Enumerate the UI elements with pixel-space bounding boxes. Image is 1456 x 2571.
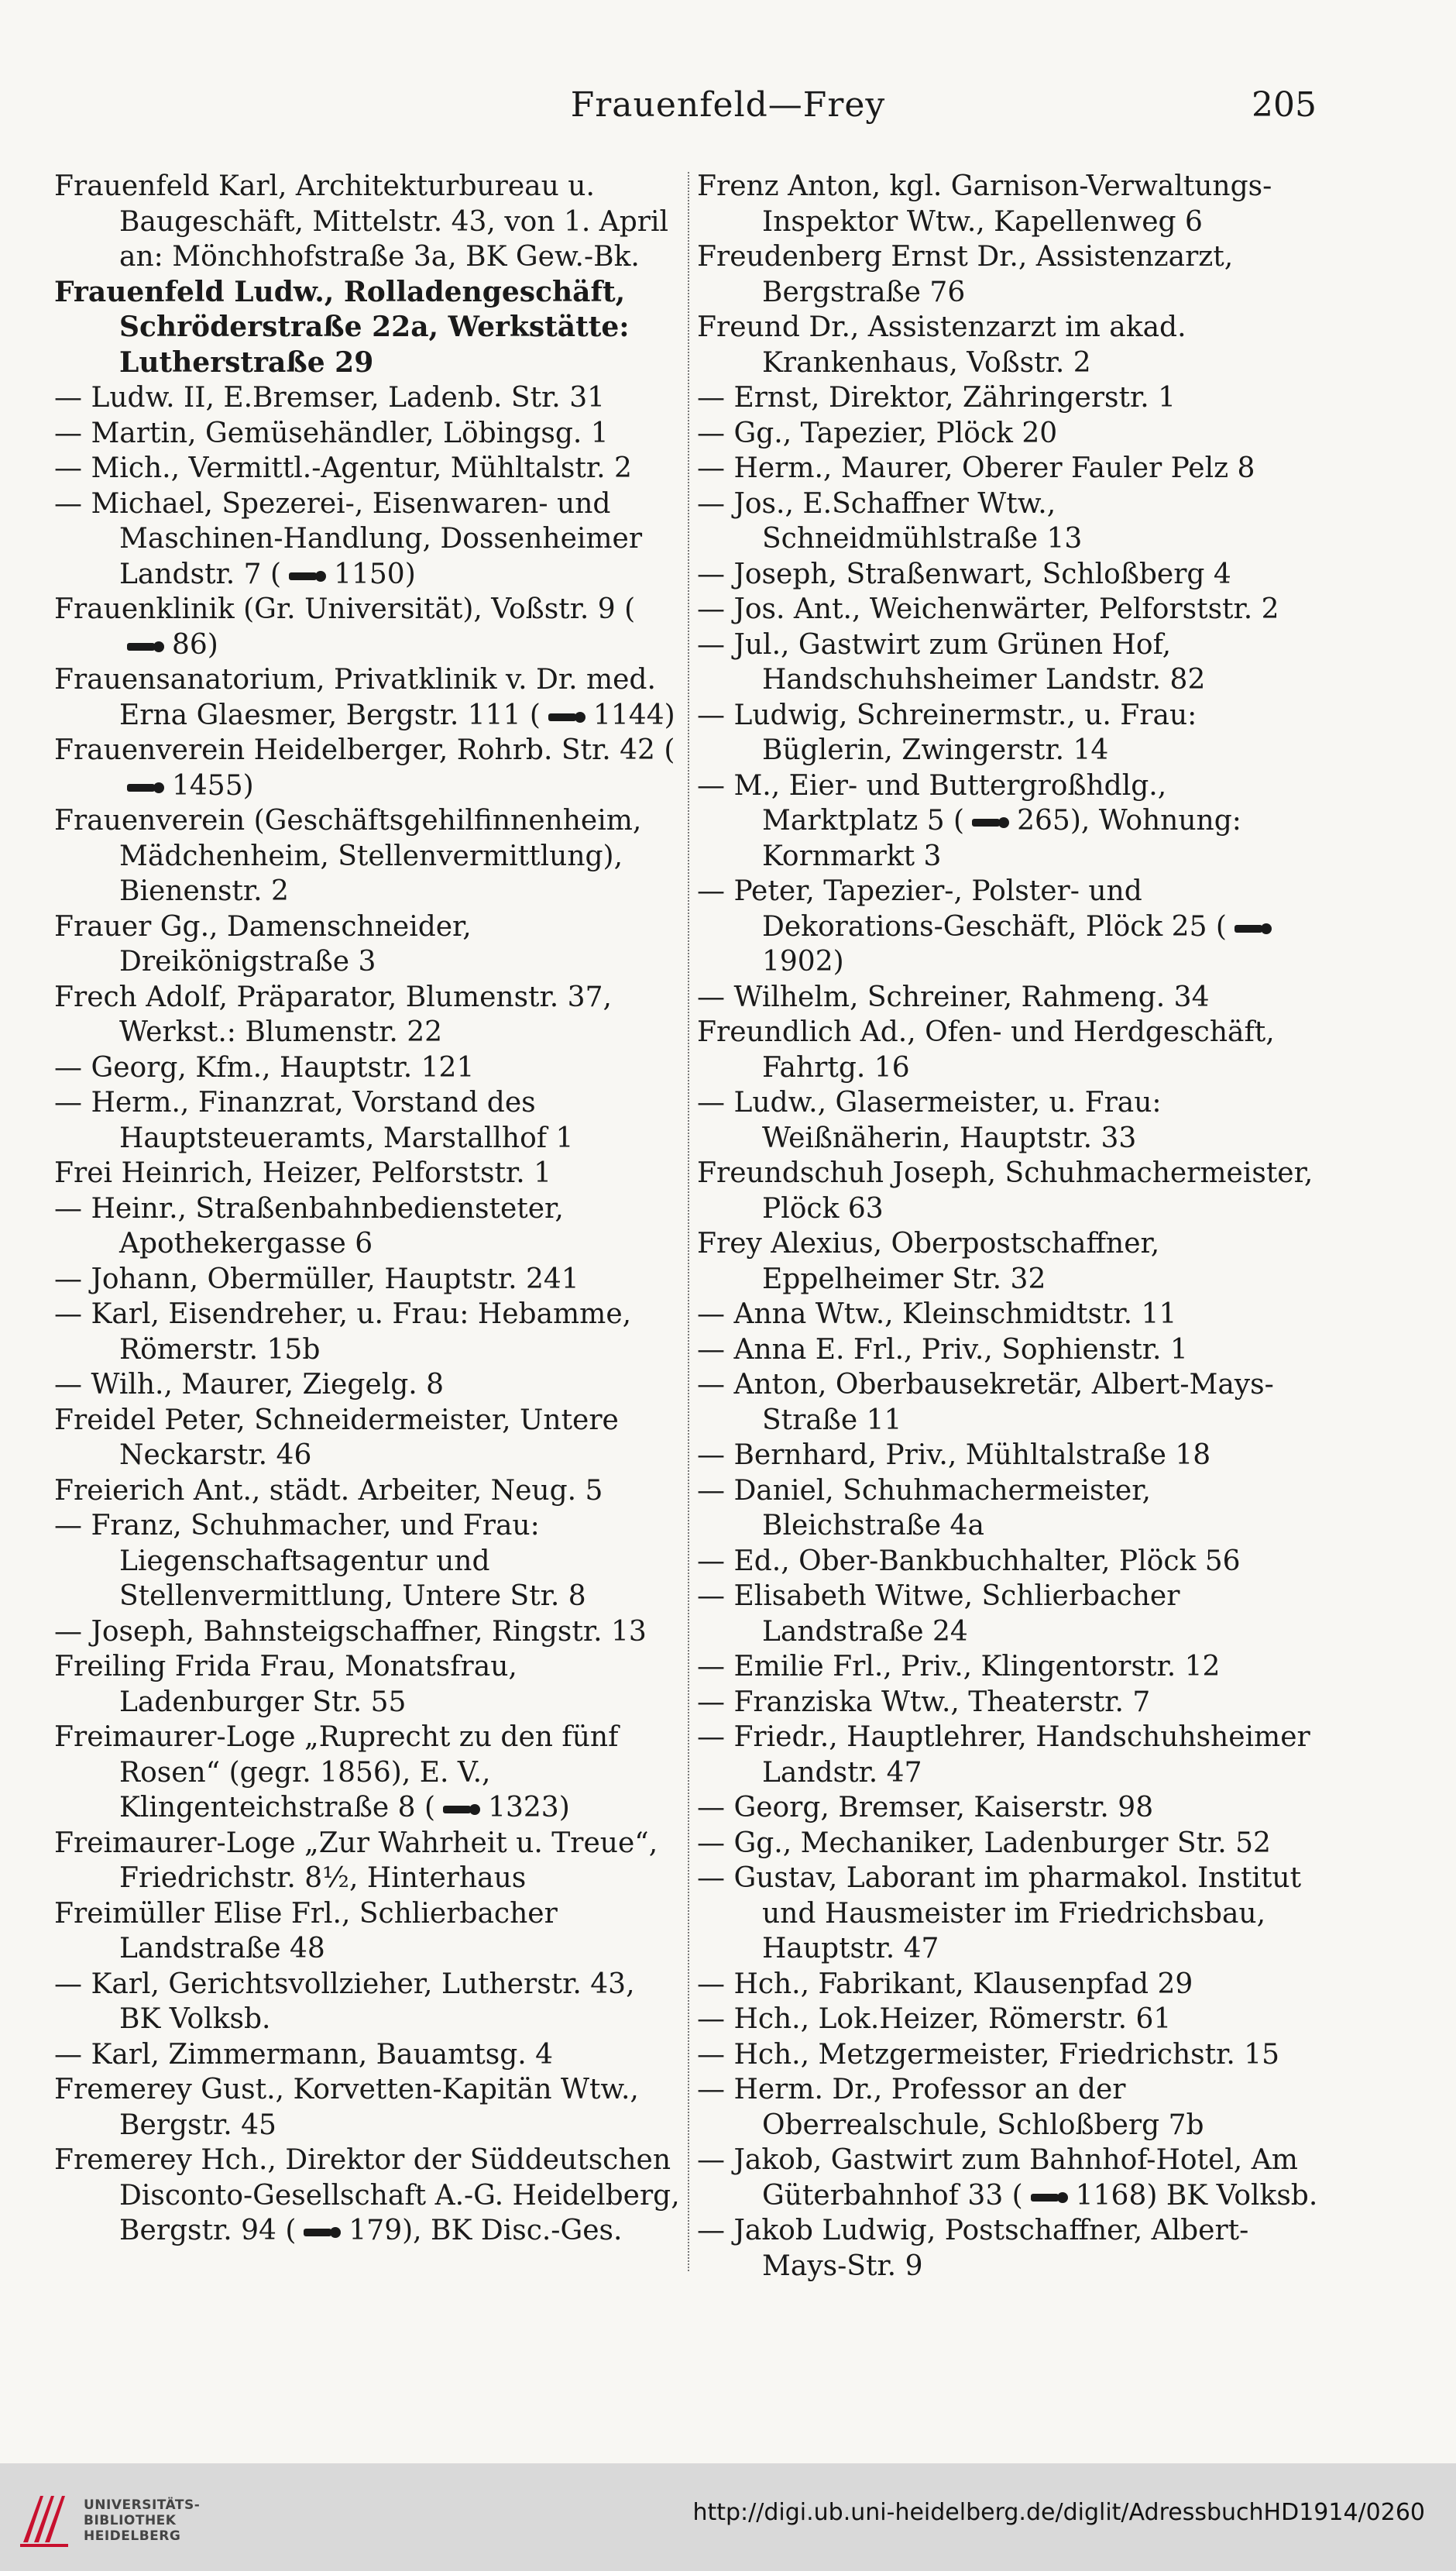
directory-entry bbox=[697, 1332, 1328, 1368]
directory-entry bbox=[54, 2143, 682, 2249]
entry-text: — Ed., Ober-Bankbuchhalter, Plöck 56 bbox=[697, 1545, 1241, 1577]
telephone-number: 1323) bbox=[488, 1792, 570, 1823]
entry-text: — Hch., Metzgermeister, Friedrichstr. 15 bbox=[697, 2038, 1280, 2071]
directory-entry bbox=[697, 239, 1328, 310]
entry-text: Frei Heinrich, Heizer, Pelforststr. 1 bbox=[54, 1157, 551, 1189]
telephone-number: 1144) bbox=[592, 699, 675, 731]
entry-text: — Gustav, Laborant im pharmakol. Institut und Hausmeister im Friedrichsbau, Hauptstr. 47 bbox=[697, 1862, 1302, 1964]
telephone-number: 265), Wohnung: Kornmarkt 3 bbox=[762, 805, 1241, 872]
entry-text: — Herm., Finanzrat, Vorstand des Hauptsteueramts, Marstallhof 1 bbox=[54, 1087, 574, 1154]
directory-entry bbox=[697, 2037, 1328, 2073]
directory-entry bbox=[697, 2072, 1328, 2143]
entry-text: — Ludwig, Schreinermstr., u. Frau: Büglerin, Zwingerstr. 14 bbox=[697, 699, 1197, 766]
directory-entry bbox=[697, 1649, 1328, 1685]
telephone-icon bbox=[967, 816, 1014, 830]
telephone-icon bbox=[1230, 922, 1276, 936]
page-header-title: Frauenfeld—Frey bbox=[570, 85, 886, 125]
directory-entry bbox=[697, 1967, 1328, 2002]
directory-entry bbox=[54, 486, 682, 593]
directory-entry bbox=[697, 1861, 1328, 1967]
entry-text: — Joseph, Straßenwart, Schloßberg 4 bbox=[697, 558, 1231, 590]
entry-text: Frauenfeld Ludw., Rolladengeschäft, Schröderstraße 22a, Werkstätte: Lutherstraße 29 bbox=[54, 275, 630, 379]
directory-entry bbox=[697, 486, 1328, 557]
directory-entry bbox=[54, 1156, 682, 1191]
entry-text: Frauenverein Heidelberger, Rohrb. Str. 42 ( bbox=[54, 734, 675, 766]
telephone-icon bbox=[122, 781, 169, 795]
entry-text: Freidel Peter, Schneidermeister, Untere Neckarstr. 46 bbox=[54, 1404, 619, 1471]
directory-entry bbox=[54, 1649, 682, 1720]
entry-text: Frech Adolf, Präparator, Blumenstr. 37, Werkst.: Blumenstr. 22 bbox=[54, 981, 612, 1048]
directory-entry bbox=[697, 416, 1328, 452]
entry-text: Fremerey Gust., Korvetten-Kapitän Wtw., Bergstr. 45 bbox=[54, 2074, 639, 2141]
entry-text: Frey Alexius, Oberpostschaffner, Eppelheimer Str. 32 bbox=[697, 1228, 1160, 1295]
library-logo-icon[interactable] bbox=[17, 2488, 71, 2550]
directory-entry bbox=[54, 980, 682, 1050]
directory-entry bbox=[54, 1614, 682, 1650]
entry-text: Frauer Gg., Damenschneider, Dreikönigstraße 3 bbox=[54, 910, 472, 978]
directory-entry bbox=[54, 1050, 682, 1086]
telephone-icon bbox=[122, 640, 169, 654]
entry-text: — Ludw., Glasermeister, u. Frau: Weißnäherin, Hauptstr. 33 bbox=[697, 1087, 1162, 1154]
entry-text: — Georg, Bremser, Kaiserstr. 98 bbox=[697, 1792, 1154, 1823]
directory-entry bbox=[697, 1685, 1328, 1720]
entry-text: — Heinr., Straßenbahnbediensteter, Apothekergasse 6 bbox=[54, 1192, 564, 1260]
directory-entry bbox=[697, 1826, 1328, 1861]
telephone-icon bbox=[299, 2226, 345, 2239]
directory-entry bbox=[697, 1720, 1328, 1790]
entry-text: Frauenverein (Geschäftsgehilfinnenheim, Mädchenheim, Stellenvermittlung), Bienenstr. 2 bbox=[54, 805, 642, 907]
right-column bbox=[697, 169, 1328, 2284]
entry-text: — Wilhelm, Schreiner, Rahmeng. 34 bbox=[697, 981, 1210, 1013]
telephone-number: 1902) bbox=[762, 946, 844, 978]
entry-text: — Jos., E.Schaffner Wtw., Schneidmühlstraße 13 bbox=[697, 487, 1083, 555]
directory-entry bbox=[697, 698, 1328, 768]
directory-entry bbox=[54, 1367, 682, 1403]
entry-text: Frauenklinik (Gr. Universität), Voßstr. 9 ( bbox=[54, 593, 636, 625]
directory-entry bbox=[54, 1508, 682, 1614]
telephone-number: 1150) bbox=[334, 558, 416, 590]
directory-entry bbox=[54, 1967, 682, 2037]
directory-entry bbox=[697, 1790, 1328, 1826]
entry-text: — Herm., Maurer, Oberer Fauler Pelz 8 bbox=[697, 452, 1255, 484]
directory-entry bbox=[697, 2213, 1328, 2284]
directory-entry bbox=[54, 909, 682, 980]
entry-text: Frauenfeld Karl, Architekturbureau u. Baugeschäft, Mittelstr. 43, von 1. April an: Mönchhofstraße 3a, BK Gew.-Bk. bbox=[54, 170, 669, 273]
entry-text: — Jos. Ant., Weichenwärter, Pelforststr. 2 bbox=[697, 593, 1279, 625]
entry-text: — Franz, Schuhmacher, und Frau: Liegenschaftsagentur und Stellenvermittlung, Untere Str. 8 bbox=[54, 1510, 586, 1612]
directory-entry bbox=[54, 2037, 682, 2073]
directory-entry bbox=[697, 310, 1328, 380]
directory-entry bbox=[54, 275, 682, 381]
directory-entry bbox=[697, 1367, 1328, 1438]
entry-text: — Martin, Gemüsehändler, Löbingsg. 1 bbox=[54, 417, 609, 449]
entry-text: — Herm. Dr., Professor an der Oberrealschule, Schloßberg 7b bbox=[697, 2074, 1204, 2141]
entry-text: — Hch., Fabrikant, Klausenpfad 29 bbox=[697, 1968, 1193, 2000]
directory-entry bbox=[54, 1085, 682, 1156]
logo-text-line-1: UNIVERSITÄTS- bbox=[84, 2497, 201, 2513]
entry-text: Freund Dr., Assistenzarzt im akad. Krankenhaus, Voßstr. 2 bbox=[697, 311, 1186, 379]
directory-entry bbox=[697, 1015, 1328, 1085]
directory-entry bbox=[697, 2002, 1328, 2037]
directory-entry bbox=[697, 451, 1328, 486]
directory-entry bbox=[54, 1191, 682, 1262]
logo-text-line-2: BIBLIOTHEK bbox=[84, 2513, 177, 2528]
telephone-icon bbox=[284, 569, 331, 583]
directory-entry bbox=[54, 1297, 682, 1367]
directory-entry bbox=[697, 1544, 1328, 1579]
directory-entry bbox=[697, 2143, 1328, 2213]
entry-text: — Bernhard, Priv., Mühltalstraße 18 bbox=[697, 1439, 1211, 1471]
entry-text: Freimaurer-Loge „Zur Wahrheit u. Treue“, Friedrichstr. 8½, Hinterhaus bbox=[54, 1827, 658, 1894]
entry-text: — Anna Wtw., Kleinschmidtstr. 11 bbox=[697, 1298, 1177, 1330]
directory-entry bbox=[54, 1896, 682, 1967]
directory-entry bbox=[54, 1826, 682, 1896]
entry-text: Freiling Frida Frau, Monatsfrau, Ladenburger Str. 55 bbox=[54, 1651, 517, 1718]
entry-text: — Wilh., Maurer, Ziegelg. 8 bbox=[54, 1369, 445, 1401]
entry-text: — Emilie Frl., Priv., Klingentorstr. 12 bbox=[697, 1651, 1221, 1682]
directory-entry bbox=[697, 169, 1328, 239]
viewer-footer bbox=[0, 2463, 1456, 2571]
entry-text: — Karl, Gerichtsvollzieher, Lutherstr. 43, BK Volksb. bbox=[54, 1968, 635, 2035]
directory-entry bbox=[54, 1720, 682, 1826]
entry-text: — Ludw. II, E.Bremser, Ladenb. Str. 31 bbox=[54, 382, 605, 414]
entry-text: — Karl, Eisendreher, u. Frau: Hebamme, Römerstr. 15b bbox=[54, 1298, 632, 1366]
entry-text: — M., Eier- und Buttergroßhdlg., Marktplatz 5 ( bbox=[697, 769, 1167, 837]
directory-entry bbox=[697, 1297, 1328, 1332]
telephone-number: 1168) BK Volksb. bbox=[1075, 2179, 1318, 2212]
entry-text: — Ernst, Direktor, Zähringerstr. 1 bbox=[697, 382, 1176, 414]
entry-text: — Jul., Gastwirt zum Grünen Hof, Handschuhsheimer Landstr. 82 bbox=[697, 628, 1206, 696]
entry-text: — Peter, Tapezier-, Polster- und Dekorations-Geschäft, Plöck 25 ( bbox=[697, 875, 1227, 943]
directory-entry bbox=[697, 1156, 1328, 1226]
directory-entry bbox=[697, 1579, 1328, 1649]
directory-entry bbox=[697, 874, 1328, 980]
directory-entry bbox=[697, 1473, 1328, 1544]
entry-text: Freimaurer-Loge „Ruprecht zu den fünf Rosen“ (gegr. 1856), E. V., Klingenteichstraße 8 ( bbox=[54, 1721, 619, 1823]
directory-entry bbox=[54, 1262, 682, 1298]
telephone-icon bbox=[438, 1803, 485, 1817]
entry-text: — Joseph, Bahnsteigschaffner, Ringstr. 13 bbox=[54, 1615, 647, 1648]
directory-entry bbox=[54, 2072, 682, 2143]
directory-entry bbox=[697, 980, 1328, 1016]
telephone-number: 86) bbox=[172, 628, 218, 661]
entry-text: — Karl, Zimmermann, Bauamtsg. 4 bbox=[54, 2038, 554, 2071]
entry-text: Fremerey Hch., Direktor der Süddeutschen Disconto-Gesellschaft A.-G. Heidelberg, Bergstr. 94 ( bbox=[54, 2144, 680, 2246]
entry-text: — Franziska Wtw., Theaterstr. 7 bbox=[697, 1686, 1151, 1718]
entry-text: — Elisabeth Witwe, Schlierbacher Landstraße 24 bbox=[697, 1580, 1180, 1648]
entry-text: — Hch., Lok.Heizer, Römerstr. 61 bbox=[697, 2003, 1172, 2035]
directory-entry bbox=[697, 557, 1328, 593]
entry-text: — Daniel, Schuhmachermeister, Bleichstraße 4a bbox=[697, 1474, 1151, 1542]
entry-text: — Jakob Ludwig, Postschaffner, Albert-Mays-Str. 9 bbox=[697, 2215, 1249, 2282]
directory-entry bbox=[54, 662, 682, 733]
directory-entry bbox=[697, 592, 1328, 627]
telephone-number: 179), BK Disc.-Ges. bbox=[349, 2215, 623, 2246]
directory-entry bbox=[54, 733, 682, 803]
entry-text: Freundschuh Joseph, Schuhmachermeister, Plöck 63 bbox=[697, 1157, 1313, 1225]
entry-text: — Johann, Obermüller, Hauptstr. 241 bbox=[54, 1263, 579, 1295]
entry-text: — Friedr., Hauptlehrer, Handschuhsheimer Landstr. 47 bbox=[697, 1721, 1310, 1789]
directory-entry bbox=[697, 627, 1328, 698]
directory-entry bbox=[54, 1403, 682, 1473]
directory-entry bbox=[697, 380, 1328, 416]
directory-entry bbox=[54, 416, 682, 452]
directory-entry bbox=[697, 1085, 1328, 1156]
directory-entry bbox=[54, 169, 682, 275]
directory-entry bbox=[54, 380, 682, 416]
directory-entry bbox=[697, 1438, 1328, 1473]
entry-text: Frauensanatorium, Privatklinik v. Dr. med. Erna Glaesmer, Bergstr. 111 ( bbox=[54, 664, 656, 731]
entry-text: — Anna E. Frl., Priv., Sophienstr. 1 bbox=[697, 1333, 1188, 1366]
directory-entry bbox=[697, 768, 1328, 875]
entry-text: Freudenberg Ernst Dr., Assistenzarzt, Bergstraße 76 bbox=[697, 241, 1234, 308]
directory-entry bbox=[54, 451, 682, 486]
directory-entry bbox=[697, 1226, 1328, 1297]
entry-text: — Jakob, Gastwirt zum Bahnhof-Hotel, Am Güterbahnhof 33 ( bbox=[697, 2144, 1298, 2212]
telephone-icon bbox=[544, 710, 590, 724]
directory-entry bbox=[54, 592, 682, 662]
entry-text: Freundlich Ad., Ofen- und Herdgeschäft, Fahrtg. 16 bbox=[697, 1016, 1275, 1084]
entry-text: Freierich Ant., städt. Arbeiter, Neug. 5 bbox=[54, 1474, 603, 1507]
entry-text: Frenz Anton, kgl. Garnison-Verwaltungs-Inspektor Wtw., Kapellenweg 6 bbox=[697, 170, 1272, 238]
entry-text: — Mich., Vermittl.-Agentur, Mühltalstr. 2 bbox=[54, 452, 632, 484]
source-url-link[interactable]: http://digi.ub.uni-heidelberg.de/diglit/AdressbuchHD1914/0260 bbox=[692, 2499, 1425, 2526]
entry-text: — Gg., Tapezier, Plöck 20 bbox=[697, 417, 1058, 449]
directory-entry bbox=[54, 803, 682, 909]
entry-text: — Anton, Oberbausekretär, Albert-Mays-Straße 11 bbox=[697, 1369, 1274, 1436]
page-number: 205 bbox=[1252, 85, 1317, 125]
logo-text-line-3: HEIDELBERG bbox=[84, 2528, 181, 2544]
column-divider bbox=[688, 172, 689, 2271]
telephone-number: 1455) bbox=[172, 769, 254, 802]
entry-text: Freimüller Elise Frl., Schlierbacher Landstraße 48 bbox=[54, 1897, 558, 1964]
entry-text: — Gg., Mechaniker, Ladenburger Str. 52 bbox=[697, 1827, 1271, 1859]
directory-entry bbox=[54, 1473, 682, 1509]
entry-text: — Michael, Spezerei-, Eisenwaren- und Maschinen-Handlung, Dossenheimer Landstr. 7 ( bbox=[54, 487, 643, 590]
telephone-icon bbox=[1026, 2191, 1073, 2205]
left-column bbox=[54, 169, 682, 2249]
entry-text: — Georg, Kfm., Hauptstr. 121 bbox=[54, 1051, 475, 1084]
